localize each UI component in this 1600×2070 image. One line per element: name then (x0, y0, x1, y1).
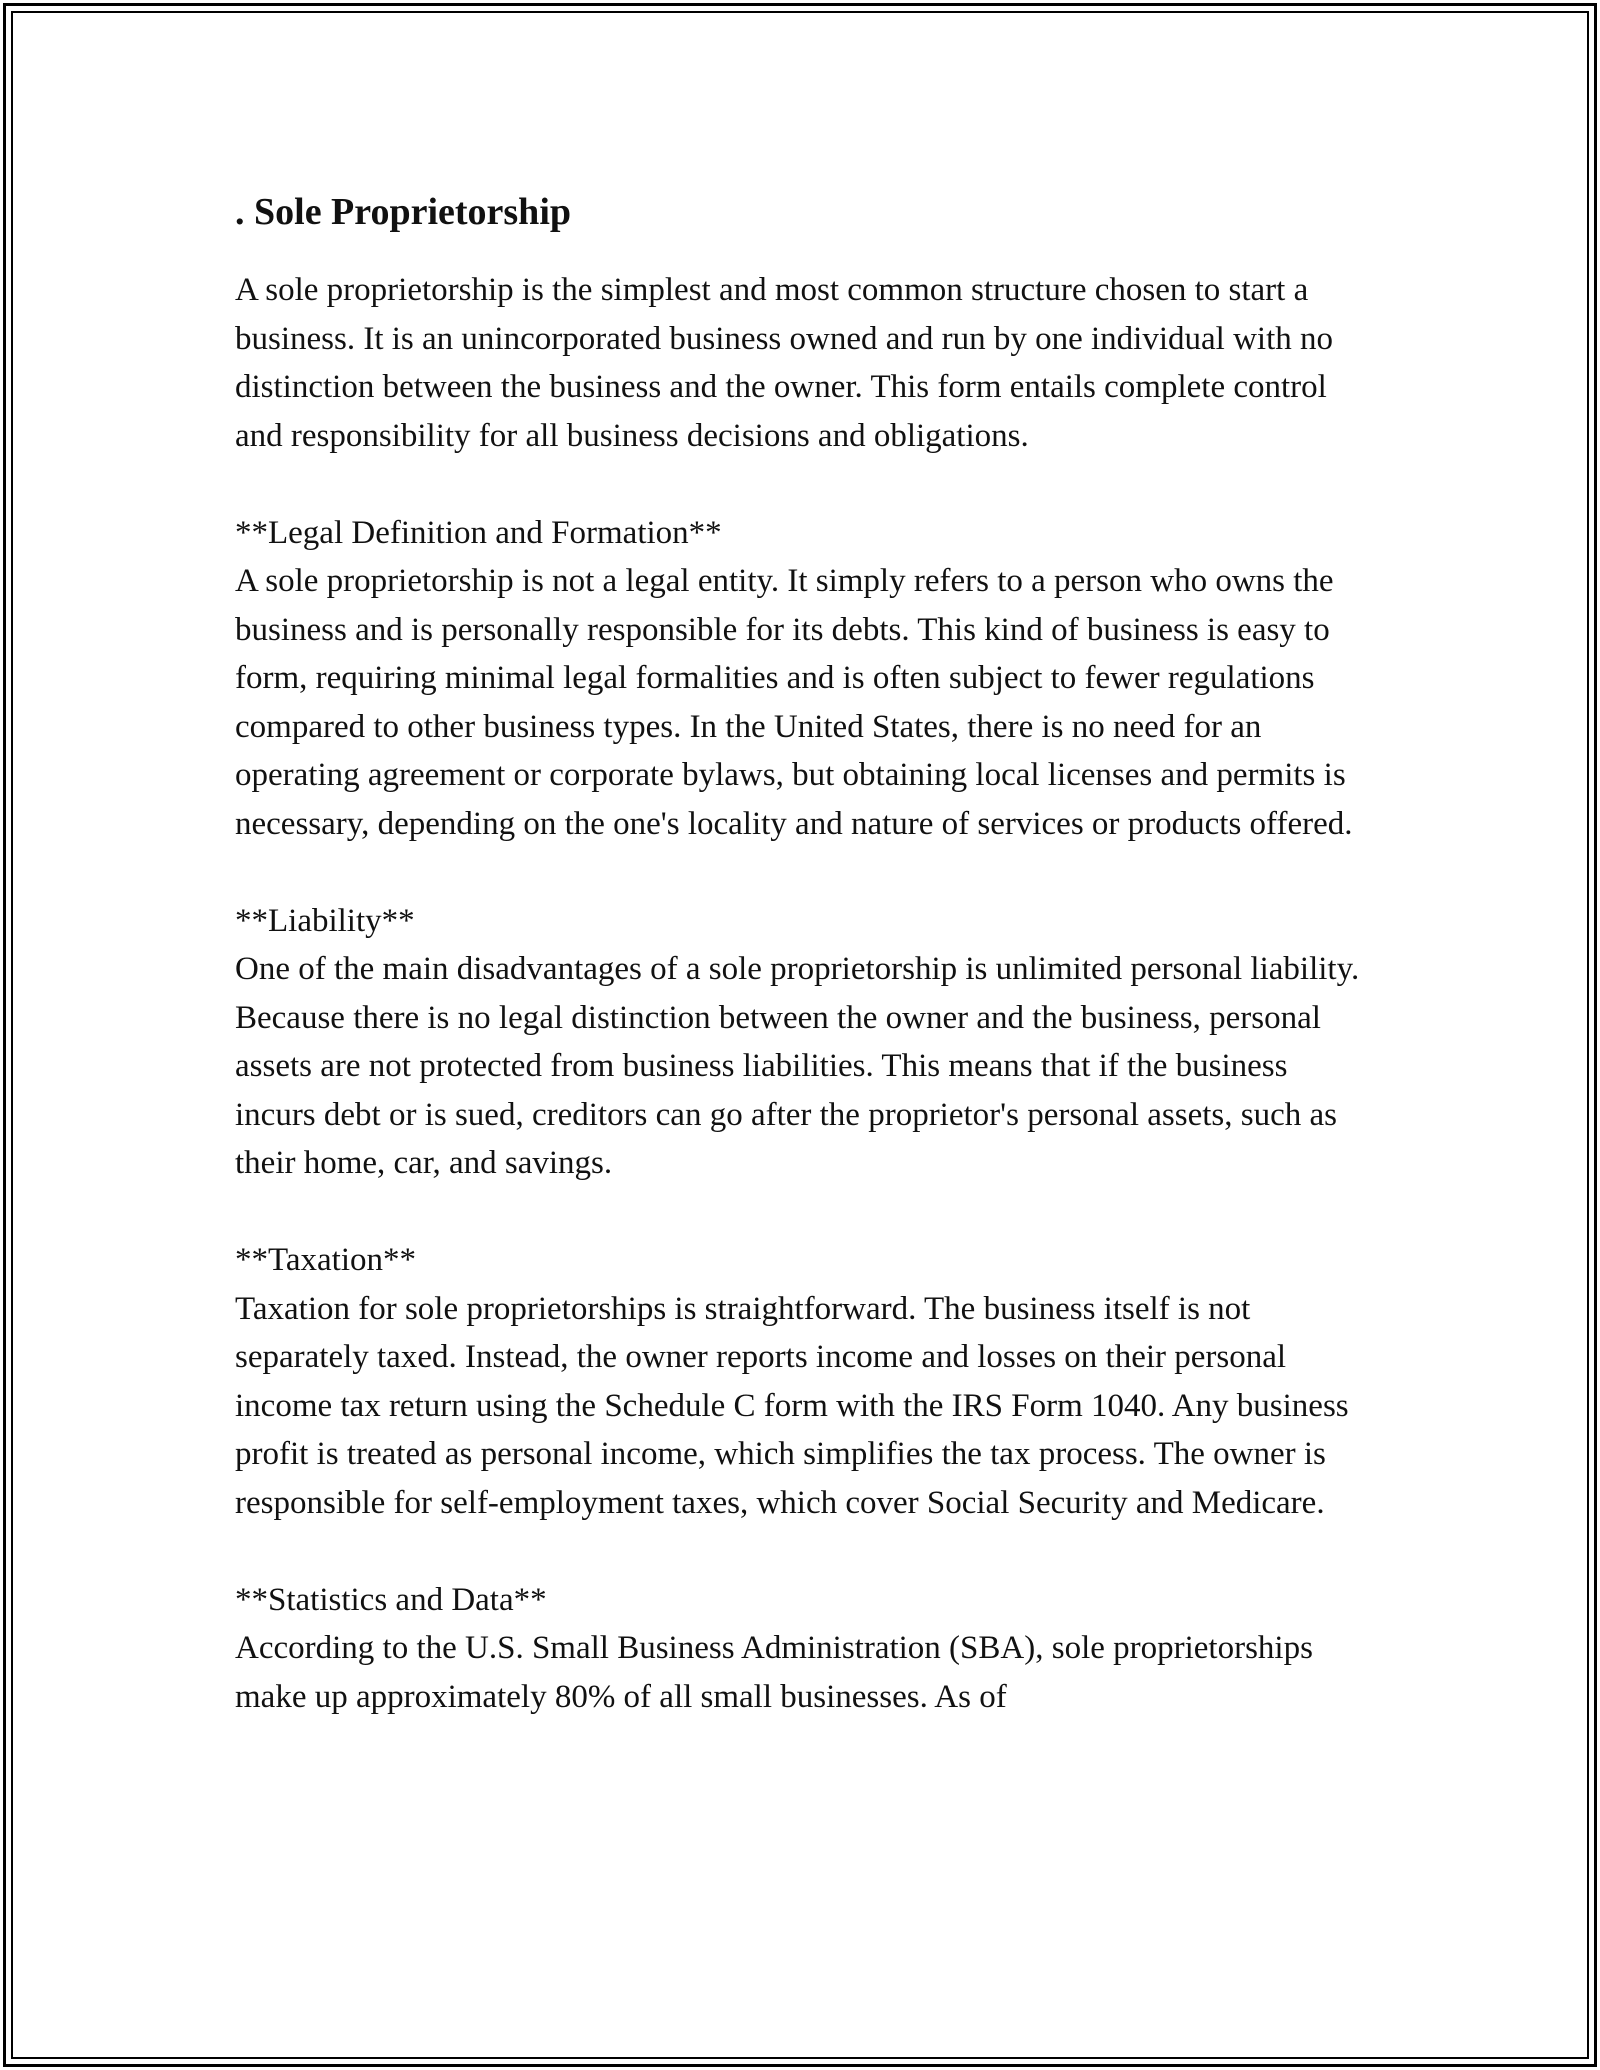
section-liability (235, 897, 1375, 1188)
intro-paragraph: A sole proprietorship is the simplest and most common structure chosen to start a business. It is an unincorporated business owned and run by one individual with no distinction between the business and the owner. This form entails complete control and responsibility for all business decisions and obligations. (235, 272, 1334, 454)
section-text: Taxation for sole proprietorships is straightforward. The business itself is not separately taxed. Instead, the owner reports income and losses on their personal income tax return using the Schedule C form with the IRS Form 1040. Any business profit is treated as personal income, which simplifies the tax process. The owner is responsible for self-employment taxes, which cover Social Security and Medicare. (235, 1290, 1349, 1521)
section-text: One of the main disadvantages of a sole proprietorship is unlimited personal liability. Because there is no legal distinction between the owner and the business, personal assets are not protected from business liabilities. This means that if the business incurs debt or is sued, creditors can go after the proprietor's personal assets, such as their home, car, and savings. (235, 951, 1360, 1181)
document-text (235, 266, 1375, 1721)
section-taxation (235, 1236, 1375, 1527)
section-legal-definition (235, 509, 1375, 849)
section-text: According to the U.S. Small Business Administration (SBA), sole proprietorships make up approximately 80% of all small businesses. As of (235, 1630, 1313, 1715)
document-title: . Sole Proprietorship (235, 191, 572, 233)
section-heading: **Liability** (235, 902, 415, 939)
section-text: A sole proprietorship is not a legal entity. It simply refers to a person who owns the business and is personally responsible for its debts. This kind of business is easy to form, requiring minimal legal formalities and is often subject to fewer regulations compared to other business types. In the United States, there is no need for an operating agreement or corporate bylaws, but obtaining local licenses and permits is necessary, depending on the one's locality and nature of services or products offered. (235, 563, 1353, 842)
document-body (235, 188, 1375, 1770)
section-heading: **Taxation** (235, 1242, 416, 1278)
section-heading: **Statistics and Data** (235, 1581, 547, 1618)
section-statistics (235, 1576, 1375, 1722)
section-heading: **Legal Definition and Formation** (235, 514, 722, 551)
